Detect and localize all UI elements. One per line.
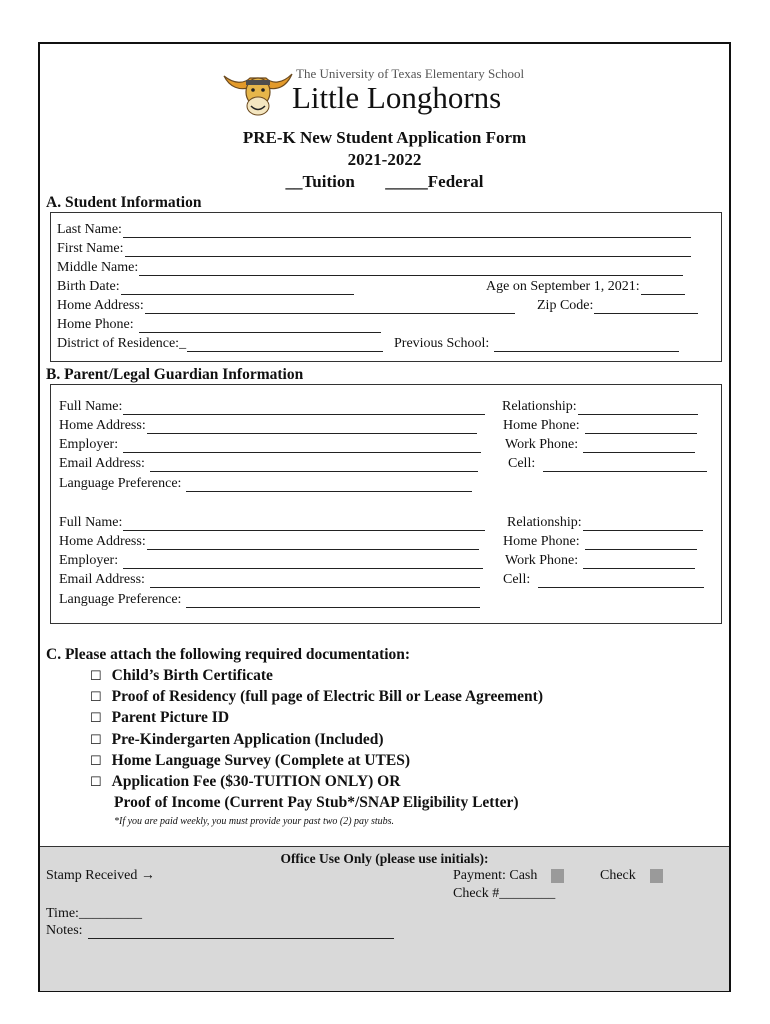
notes-label: Notes: xyxy=(46,923,83,938)
home-address-field[interactable] xyxy=(57,298,515,314)
age-field[interactable] xyxy=(486,279,685,295)
birth-date-field[interactable] xyxy=(57,279,354,295)
office-use-panel xyxy=(40,846,729,991)
guardian1-relationship-label: Relationship: xyxy=(502,399,577,414)
guardian2-full-name-label: Full Name: xyxy=(59,515,123,530)
application-form-page xyxy=(38,42,731,992)
doc-item-proof-of-income: Proof of Income (Current Pay Stub*/SNAP Eligibility Letter) xyxy=(114,794,519,811)
payment-check-label: Check xyxy=(600,868,636,883)
stamp-received-label: Stamp Received → xyxy=(46,868,155,883)
doc-item-application-fee[interactable] xyxy=(90,773,400,791)
doc-item-birth-certificate[interactable] xyxy=(90,667,273,685)
checkbox-icon[interactable]: ☐ xyxy=(90,710,102,725)
last-name-field[interactable] xyxy=(57,222,691,238)
previous-school-field[interactable] xyxy=(394,336,679,352)
doc-item-label: Home Language Survey (Complete at UTES) xyxy=(111,752,411,769)
pay-stub-footnote: *If you are paid weekly, you must provide your past two (2) pay stubs. xyxy=(114,816,395,827)
doc-item-home-language-survey[interactable] xyxy=(90,752,410,770)
logo-program-name: Little Longhorns xyxy=(292,80,502,115)
cash-checkbox[interactable] xyxy=(551,869,564,883)
guardian1-email-label: Email Address: xyxy=(59,456,145,471)
home-address-label: Home Address: xyxy=(57,298,144,313)
first-name-field[interactable] xyxy=(57,241,691,257)
section-b-heading: B. Parent/Legal Guardian Information xyxy=(46,366,304,383)
guardian1-home-address-label: Home Address: xyxy=(59,418,146,433)
notes-field[interactable] xyxy=(46,923,394,939)
check-checkbox[interactable] xyxy=(650,869,663,883)
doc-item-proof-of-residency[interactable] xyxy=(90,688,543,706)
guardian1-full-name-field[interactable] xyxy=(59,399,485,415)
guardian2-email-field[interactable] xyxy=(59,572,480,588)
guardian1-full-name-label: Full Name: xyxy=(59,399,123,414)
guardian2-home-address-field[interactable] xyxy=(59,534,479,550)
doc-item-label: Parent Picture ID xyxy=(111,709,230,726)
home-phone-field[interactable] xyxy=(57,317,381,333)
payment-cash-label: Payment: Cash xyxy=(453,868,538,883)
guardian2-relationship-field[interactable] xyxy=(507,515,703,531)
form-title: PRE-K New Student Application Form xyxy=(242,128,527,147)
doc-item-label: Proof of Residency (full page of Electric Bill or Lease Agreement) xyxy=(111,688,543,705)
check-number-field[interactable]: Check #________ xyxy=(453,886,556,901)
guardian1-language-label: Language Preference: xyxy=(59,476,182,491)
logo-school-name: The University of Texas Elementary School xyxy=(296,66,525,81)
guardian2-employer-field[interactable] xyxy=(59,553,483,569)
guardian2-email-label: Email Address: xyxy=(59,572,145,587)
time-field[interactable]: Time:_________ xyxy=(46,906,142,921)
middle-name-label: Middle Name: xyxy=(57,260,139,275)
section-c-heading: C. Please attach the following required documentation: xyxy=(46,646,411,663)
guardian1-employer-label: Employer: xyxy=(59,437,119,452)
guardian1-work-phone-label: Work Phone: xyxy=(505,437,579,452)
birth-date-label: Birth Date: xyxy=(57,279,120,294)
guardian1-cell-field[interactable] xyxy=(508,456,707,472)
guardian1-employer-field[interactable] xyxy=(59,437,481,453)
guardian1-email-field[interactable] xyxy=(59,456,478,472)
doc-item-parent-id[interactable] xyxy=(90,709,229,727)
guardian2-cell-field[interactable] xyxy=(503,572,704,588)
guardian2-full-name-field[interactable] xyxy=(59,515,485,531)
tuition-option[interactable]: __Tuition xyxy=(285,172,355,191)
checkbox-icon[interactable]: ☐ xyxy=(90,732,102,747)
checkbox-icon[interactable]: ☐ xyxy=(90,689,102,704)
checkbox-icon[interactable]: ☐ xyxy=(90,753,102,768)
home-phone-label: Home Phone: xyxy=(57,317,134,332)
guardian2-cell-label: Cell: xyxy=(503,572,531,587)
federal-option[interactable]: _____Federal xyxy=(385,172,484,191)
longhorn-mascot-icon xyxy=(220,62,296,118)
guardian2-language-field[interactable] xyxy=(59,592,480,608)
guardian2-work-phone-label: Work Phone: xyxy=(505,553,579,568)
guardian1-home-address-field[interactable] xyxy=(59,418,477,434)
last-name-label: Last Name: xyxy=(57,222,122,237)
guardian2-home-phone-field[interactable] xyxy=(503,534,697,550)
guardian1-cell-label: Cell: xyxy=(508,456,536,471)
guardian1-relationship-field[interactable] xyxy=(502,399,698,415)
first-name-label: First Name: xyxy=(57,241,124,256)
enrollment-type xyxy=(40,172,729,192)
zip-code-label: Zip Code: xyxy=(537,298,594,313)
doc-item-label: Application Fee ($30-TUITION ONLY) OR xyxy=(111,773,401,790)
district-label: District of Residence:_ xyxy=(57,336,187,351)
age-label: Age on September 1, 2021: xyxy=(486,279,640,294)
guardian2-language-label: Language Preference: xyxy=(59,592,182,607)
payment-cash-option[interactable] xyxy=(453,868,564,884)
payment-check-option[interactable] xyxy=(600,868,663,884)
checkbox-icon[interactable]: ☐ xyxy=(90,668,102,683)
guardian1-language-field[interactable] xyxy=(59,476,472,492)
guardian2-relationship-label: Relationship: xyxy=(507,515,582,530)
guardian2-home-address-label: Home Address: xyxy=(59,534,146,549)
guardian2-work-phone-field[interactable] xyxy=(505,553,695,569)
guardian1-home-phone-label: Home Phone: xyxy=(503,418,580,433)
guardian1-home-phone-field[interactable] xyxy=(503,418,697,434)
guardian2-home-phone-label: Home Phone: xyxy=(503,534,580,549)
middle-name-field[interactable] xyxy=(57,260,683,276)
doc-item-label: Child’s Birth Certificate xyxy=(111,667,273,684)
previous-school-label: Previous School: xyxy=(394,336,490,351)
office-use-heading: Office Use Only (please use initials): xyxy=(280,851,489,866)
guardian2-employer-label: Employer: xyxy=(59,553,119,568)
checkbox-icon[interactable]: ☐ xyxy=(90,774,102,789)
district-field[interactable] xyxy=(57,336,383,352)
doc-item-label: Pre-Kindergarten Application (Included) xyxy=(111,731,384,748)
section-a-heading: A. Student Information xyxy=(46,194,202,211)
school-logo xyxy=(220,62,540,122)
doc-item-prek-application[interactable] xyxy=(90,731,383,749)
form-year: 2021-2022 xyxy=(347,150,422,169)
guardian1-work-phone-field[interactable] xyxy=(505,437,695,453)
zip-code-field[interactable] xyxy=(537,298,698,314)
